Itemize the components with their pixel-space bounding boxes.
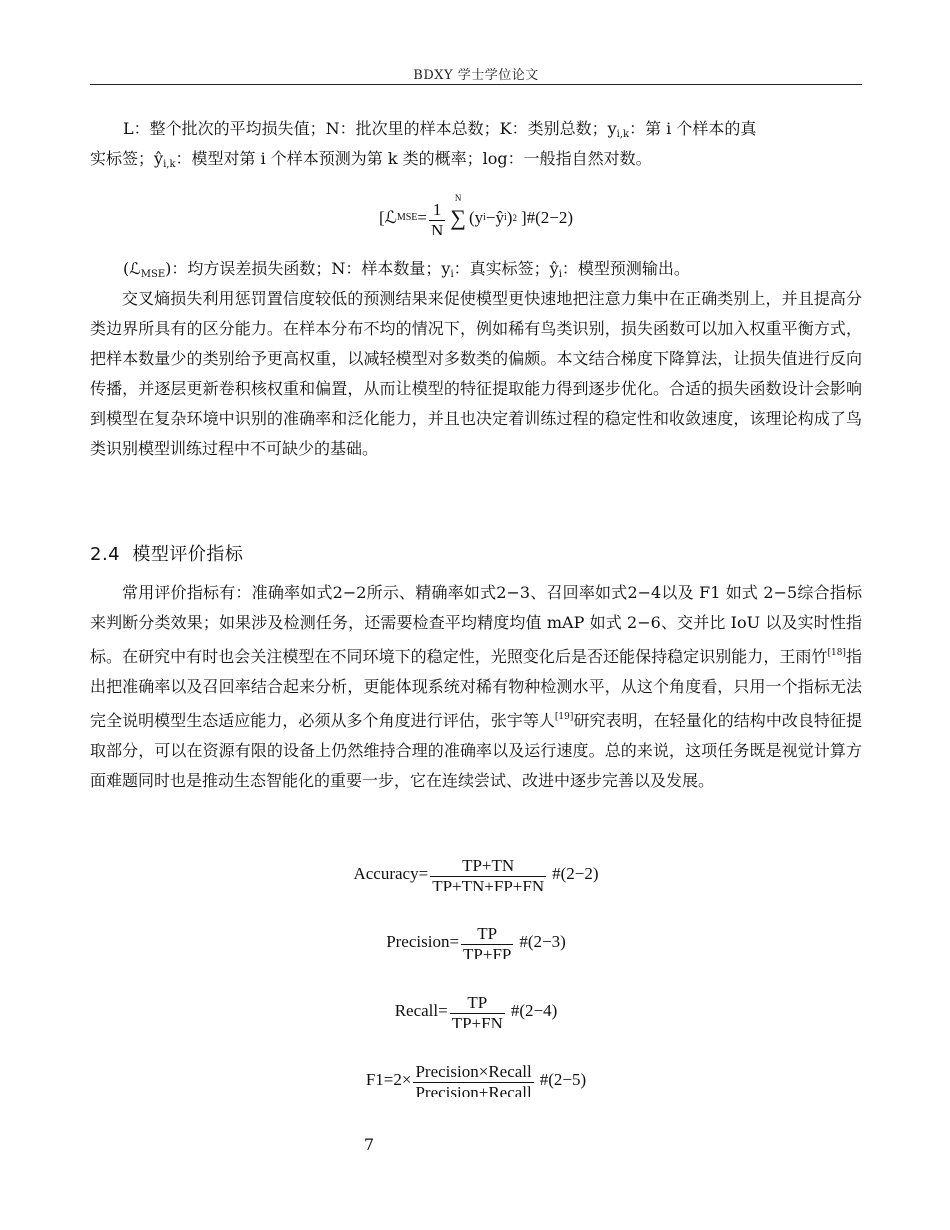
equation-f1: F1=2× $\frac{\text{Precision×Recall}}{\text{Precision+Recall}}$ #(2−5)	[365, 1062, 587, 1097]
fraction: $\frac{TP}{TP+FN}$	[451, 993, 503, 1028]
fraction: $\frac{\text{Precision×Recall}}{\text{Precision+Recall}}$	[415, 1062, 532, 1097]
summation-symbol: ∑ N	[450, 192, 466, 230]
citation: [19]	[554, 712, 574, 722]
definitions-line-2: 实标签；$ŷ_{i,k}$：模型对第 i 个样本预测为第 k 类的概率；log：一般指自然对数。	[90, 149, 652, 170]
page-number: 7	[363, 1135, 375, 1154]
header-divider	[90, 84, 862, 85]
paragraph-loss-function: 交叉熵损失利用惩罚置信度较低的预测结果来促使模型更快速地把注意力集中在正确类别上，并且提高分类边界所具有的区分能力。在样本分布不均的情况下，例如稀有鸟类识别，损失函数可以加入权重平衡方式，把样本数量少的类别给予更高权重，以减轻模型对多数类的偏颇。本文结合梯度下降算法，让损失值进行反向传播，并逐层更新卷积核权重和偏置，从而让模型的特征提取能力得到逐步优化。合适的损失函数设计会影响到模型在复杂环境中识别的准确率和泛化能力，并且也决定着训练过程的稳定性和收敛速度，该理论构成了鸟类识别模型训练过程中不可缺少的基础。	[90, 289, 862, 458]
equation-recall: Recall= $\frac{TP}{TP+FN}$ #(2−4)	[394, 993, 558, 1028]
definitions-line-1: L：整个批次的平均损失值；N：批次里的样本总数；K：类别总数；$y_{i,k}$：第 i 个样本的真	[123, 119, 757, 140]
definitions-line-3: (ℒ$_{MSE}$)：均方误差损失函数；N：样本数量；$y_i$：真实标签；$ŷ_i$：模型预测输出。	[123, 259, 690, 280]
equation-accuracy: Accuracy= $\frac{TP+TN}{TP+TN+FP+FN}$ #(2−2)	[353, 856, 599, 891]
running-header: BDXY 学士学位论文	[413, 68, 539, 83]
fraction: $\frac{1}{N}$	[431, 200, 444, 235]
section-heading: 2.4 模型评价指标	[90, 544, 244, 565]
citation: [18]	[827, 648, 846, 658]
fraction: $\frac{TP}{TP+FP}$	[463, 924, 512, 959]
fraction: $\frac{TP+TN}{TP+TN+FP+FN}$	[432, 856, 545, 891]
paragraph-evaluation-metrics: 常用评价指标有：准确率如式2−2所示、精确率如式2−3、召回率如式2−4以及 F1 如式 2−5综合指标来判断分类效果；如果涉及检测任务，还需要检查平均精度均值 mAP 如式 2−6、交并比 IoU 以及实时性指标。在研究中有时也会关注模型在不同环境下的稳定性，光照变化后是否还能保持稳定识别能力，王雨竹[18]指出把准确率以及召回率结合起来分析，更能体现系统对稀有物种检测水平，从这个角度看，只用一个指标无法完全说明模型生态适应能力，必须从多个角度进行评估，张宇等人[19]研究表明，在轻量化的结构中改良特征提取部分，可以在资源有限的设备上仍然维持合理的准确率以及运行速度。总的来说，这项任务既是视觉计算方面难题同时也是推动生态智能化的重要一步，它在连续尝试、改进中逐步完善以及发展。	[90, 583, 862, 790]
equation-mse: [ℒ MSE = $\frac{1}{N}$ ∑ N (y i −ŷ i ) 2 ]#(2−2)	[378, 192, 574, 235]
equation-precision: Precision= $\frac{TP}{TP+FP}$ #(2−3)	[386, 924, 566, 959]
